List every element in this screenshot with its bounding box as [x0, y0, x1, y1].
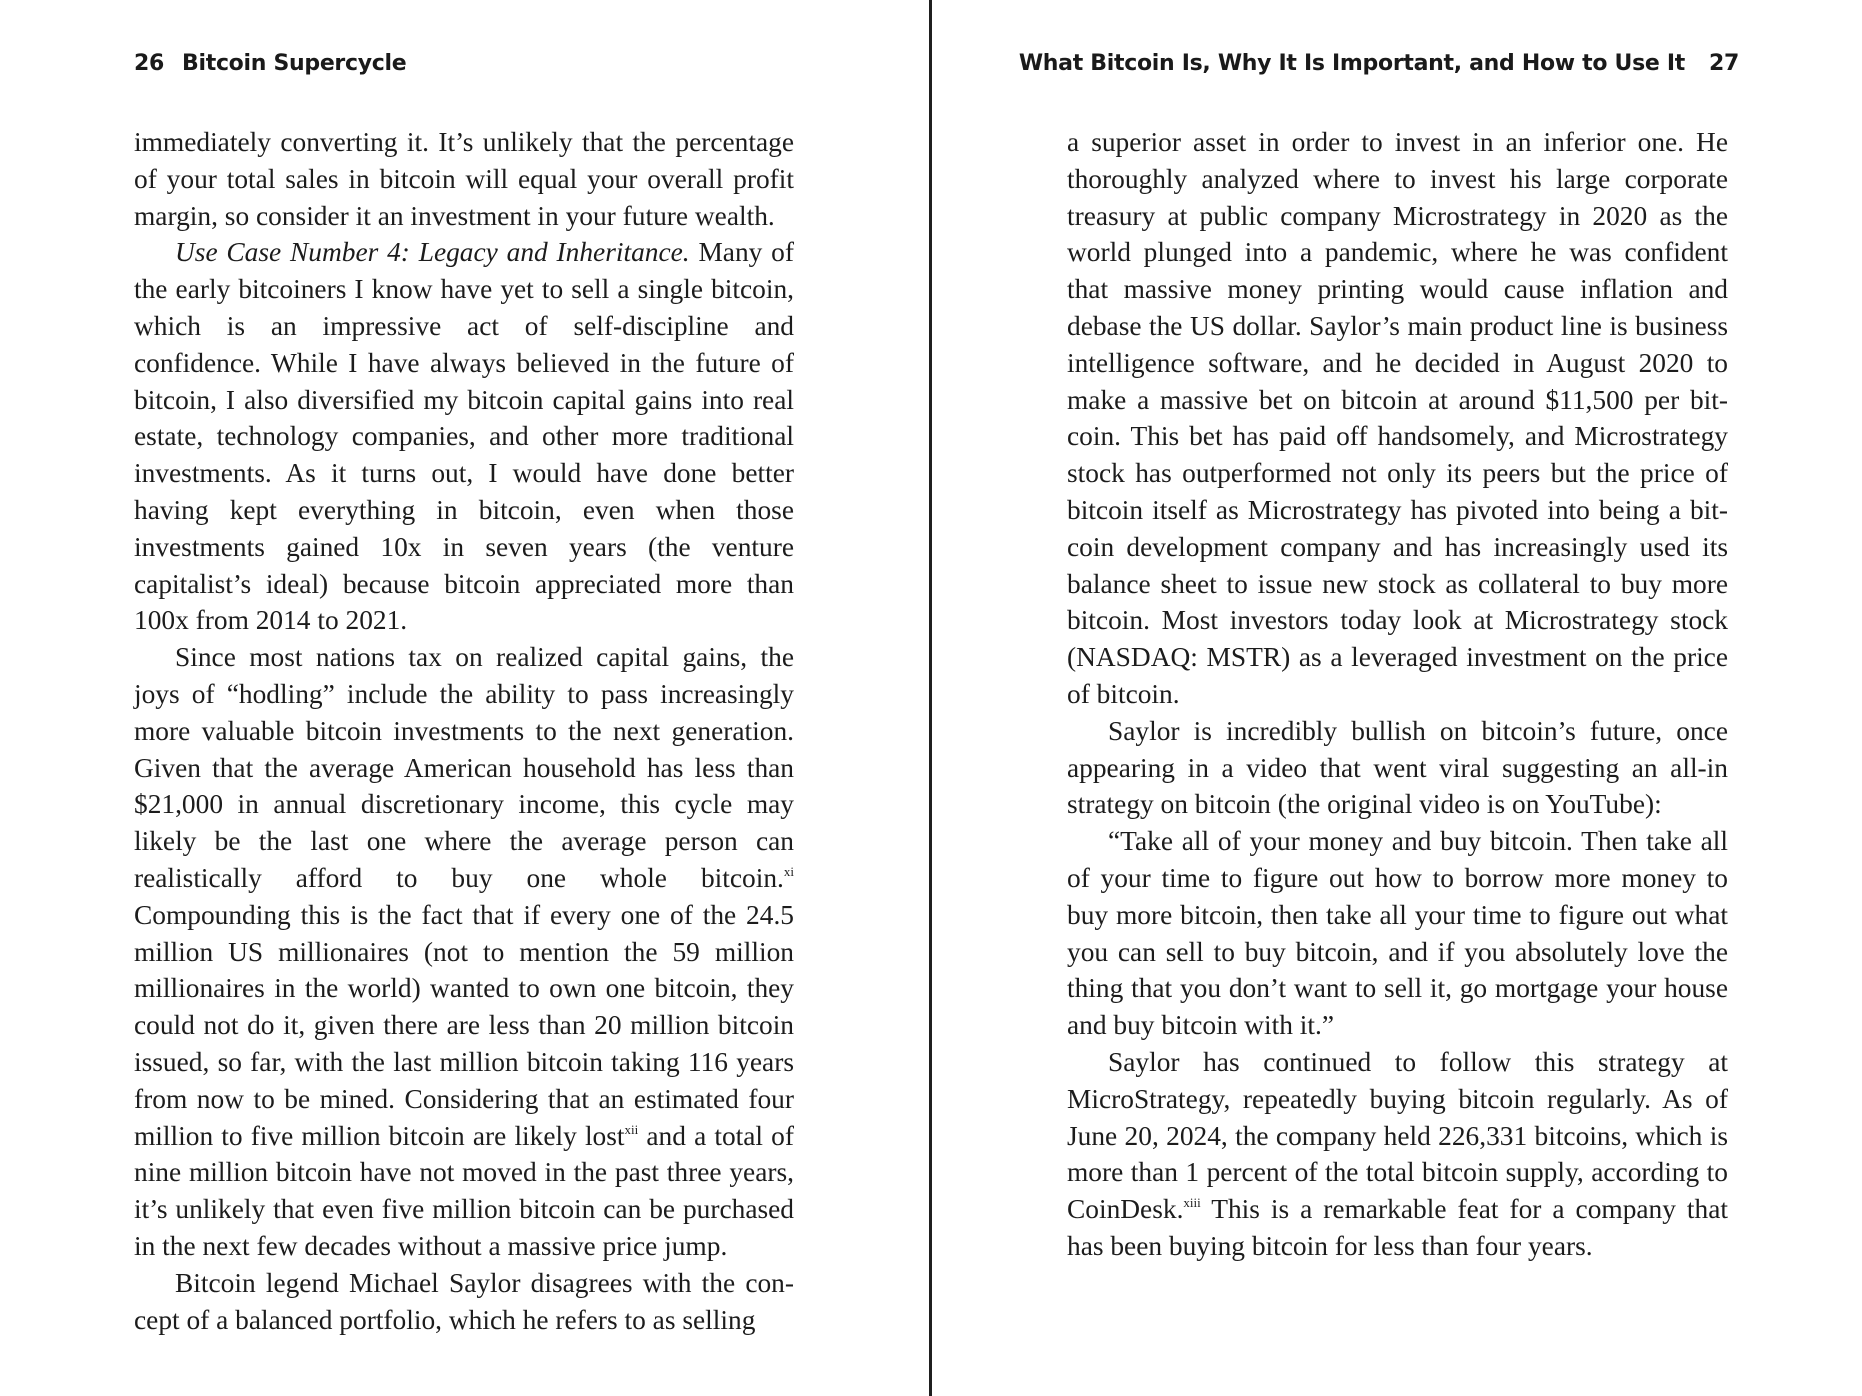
paragraph-text: Since most nations tax on realized capital gains, the joys of “hodling” include the ability to pass increasingly more valuable bitcoin investments to the next generation. Given that the average American household has less than $21,000 in annual discretionary income, this cycle may likely be the last one where the average person can realistically afford to buy one whole bitcoin.	[134, 642, 794, 893]
right-page	[931, 0, 1862, 1396]
page-number: 27	[1708, 51, 1739, 76]
endnote-marker[interactable]: xiii	[1183, 1195, 1201, 1211]
paragraph	[134, 639, 794, 1265]
right-running-head	[1019, 51, 1739, 76]
paragraph-text: Compounding this is the fact that if every one of the 24.5 million US millionaires (not to mention the 59 million millionaires in the world) wanted to own one bitcoin, they could not do it, given there are less than 20 million bitcoin issued, so far, with the last million bitcoin taking 116 years from now to be mined. Considering that an estimated four million to five million bitcoin are likely lost	[134, 899, 794, 1151]
left-running-head	[134, 51, 406, 76]
endnote-marker[interactable]: xi	[783, 863, 794, 879]
paragraph: Bitcoin legend Michael Saylor disagrees with the concept of a balanced portfolio, which he refers to as selling	[134, 1267, 794, 1335]
paragraph-text: This is a remarkable feat for a company that has been buying bitcoin for less than four years.	[1067, 1194, 1728, 1261]
section-run-in-heading: Use Case Number 4: Legacy and Inheritance.	[175, 237, 690, 268]
paragraph-text: and a total of nine million bitcoin have not moved in the past three years, it’s unlikely that even five million bitcoin can be purchased in the next few decades without a massive price jump.	[134, 1120, 794, 1261]
endnote-marker[interactable]: xii	[624, 1121, 639, 1137]
paragraph: immediately converting it. It’s unlikely that the percentage of your total sales in bitcoin will equal your overall profit margin, so consider it an investment in your future wealth.	[134, 127, 794, 231]
paragraph: Saylor is incredibly bullish on bitcoin’s future, once appearing in a video that went viral suggesting an all-in strategy on bitcoin (the original video is on YouTube):	[1067, 715, 1728, 820]
paragraph: a superior asset in order to invest in an inferior one. He thoroughly analyzed where to invest his large corporate treasury at public company Microstrategy in 2020 as the world plunged into a pandemic, where he was confident that massive money printing would cause inflation and debase the US dollar. Saylor’s main product line is business intelligence software, and he decided in August 2020 to make a massive bet on bitcoin at around $11,500 per bitcoin. This bet has paid off handsomely, and Microstrategy stock has outperformed not only its peers but the price of bitcoin itself as Microstrategy has pivoted into being a bitcoin development company and has increasingly used its balance sheet to issue new stock as collateral to buy more bitcoin. Most investors today look at Microstrategy stock (NASDAQ: MSTR) as a leveraged investment on the price of bitcoin.	[1067, 127, 1728, 709]
chapter-title: What Bitcoin Is, Why It Is Important, and How to Use It	[1018, 51, 1685, 76]
paragraph	[1067, 1044, 1728, 1265]
right-body-text	[1067, 124, 1728, 1265]
quote-paragraph: “Take all of your money and buy bitcoin. Then take all of your time to figure out how to borrow more money to buy more bitcoin, then take all your time to figure out what you can sell to buy bitcoin, and if you absolutely love the thing that you don’t want to sell it, go mortgage your house and buy bitcoin with it.”	[1067, 826, 1728, 1041]
paragraph-text: Many of the early bitcoiners I know have yet to sell a single bitcoin, which is an impressive act of self-discipline and confidence. While I have always believed in the future of bitcoin, I also diversified my bitcoin capital gains into real estate, technology companies, and other more traditional investments. As it turns out, I would have done better having kept everything in bitcoin, even when those investments gained 10x in seven years (the venture capitalist’s ideal) because bitcoin appreciated more than 100x from 2014 to 2021.	[134, 237, 794, 636]
page-number: 26	[134, 51, 165, 76]
paragraph	[134, 234, 794, 639]
book-title: Bitcoin Supercycle	[182, 51, 407, 76]
paragraph-text: Saylor has continued to follow this strategy at MicroStrategy, repeatedly buying bitcoin regularly. As of June 20, 2024, the company held 226,331 bitcoins, which is more than 1 percent of the total bitcoin supply, according to CoinDesk.	[1067, 1046, 1728, 1225]
left-body-text	[134, 124, 794, 1338]
